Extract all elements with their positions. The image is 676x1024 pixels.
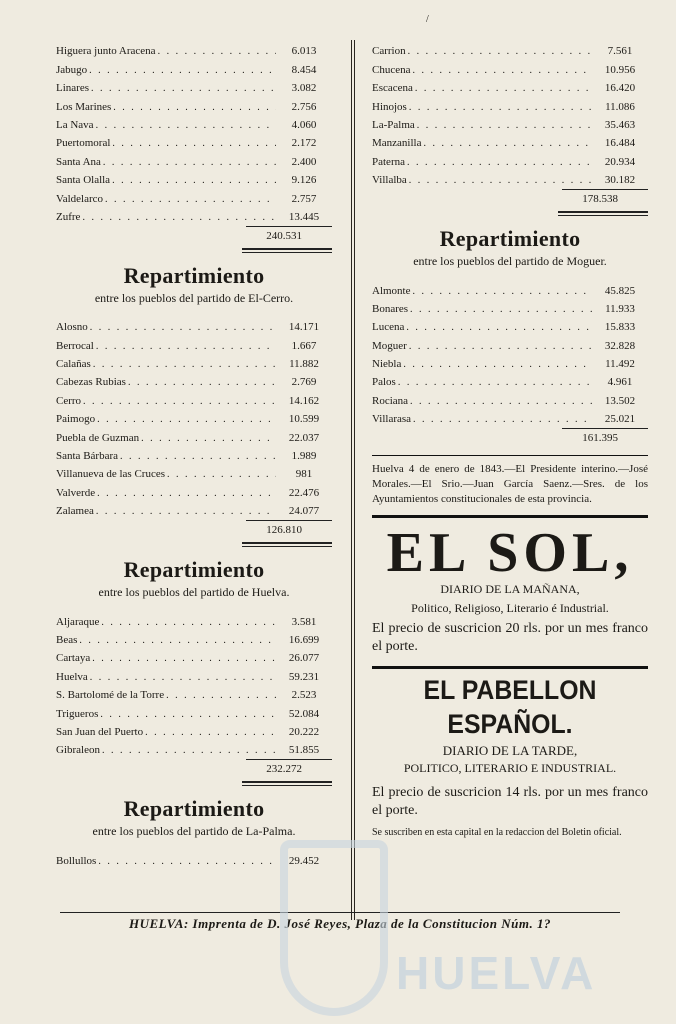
list-row [372,408,648,426]
town-name: Linares [56,82,89,95]
huelva-list [56,610,332,757]
double-rule [242,542,332,547]
list-row [372,316,648,334]
town-value: 14.162 [288,394,320,407]
column-divider [351,40,352,920]
section-heading-cerro: Repartimiento [123,262,265,288]
town-name: Bollullos [56,854,97,867]
town-value: 4.961 [607,376,633,389]
town-value: 59.231 [288,670,320,683]
town-name: Almonte [372,284,411,297]
list-row [56,132,332,150]
town-value: 22.037 [288,431,320,444]
leader-dots [413,82,592,95]
imprint-footer: HUELVA: Imprenta de D. José Reyes, Plaza de la Constitucion Núm. 1? [128,916,552,931]
list-row [56,684,332,702]
pabellon-title: EL PABELLON ESPAÑOL. [423,675,597,740]
leader-dots [408,303,592,316]
list-row [56,169,332,187]
town-name: Alosno [56,321,88,334]
town-name: Puertomoral [56,137,111,150]
leader-dots [95,487,276,500]
el-sol-price: El precio de suscricion 20 rls. por un mes franco el porte. [372,621,648,655]
leader-dots [118,450,276,463]
town-name: Santa Olalla [56,174,111,187]
list-row [372,95,648,113]
section-heading-lapalma: Repartimiento [123,796,265,822]
lapalma-list-continued [372,40,648,187]
leader-dots [411,413,592,426]
list-row [56,610,332,628]
section-subheading-moguer: entre los pueblos del partido de Moguer. [413,254,607,269]
leader-dots [98,708,276,721]
list-row [56,334,332,352]
town-value: 35.463 [604,118,636,131]
town-value: 22.476 [288,486,320,499]
leader-dots [95,413,276,426]
town-name: Jabugo [56,63,88,76]
town-name: Zalamea [56,505,94,518]
town-value: 1.989 [291,450,317,463]
town-name: Los Marines [56,100,112,113]
town-name: Cartaya [56,652,91,665]
column-divider-2 [354,40,355,920]
leader-dots [111,101,276,114]
town-name: Trigueros [56,707,99,720]
town-value: 4.060 [291,118,317,131]
town-name: San Juan del Puerto [56,725,144,738]
town-name: Puebla de Guzman [56,431,140,444]
leader-dots [404,321,592,334]
list-row [56,445,332,463]
leader-dots [406,45,592,58]
leader-dots [407,174,592,187]
town-name: Valverde [56,486,96,499]
leader-dots [94,340,276,353]
el-sol-tagline: Politico, Religioso, Literario é Industrial. [411,601,609,616]
leader-dots [139,432,276,445]
town-name: Cerro [56,394,82,407]
town-name: Gibraleon [56,744,100,757]
town-name: Santa Bárbara [56,450,118,463]
list-row [56,58,332,76]
leader-dots [407,340,592,353]
town-value: 20.934 [604,155,636,168]
section-subheading-cerro: entre los pueblos del partido de El-Cerro. [94,290,294,305]
list-row [372,334,648,352]
list-row [372,58,648,76]
left-column [56,40,332,868]
town-name: Cabezas Rubias [56,376,126,389]
list-row [56,389,332,407]
town-value: 2.756 [291,100,317,113]
leader-dots [89,82,276,95]
list-row [56,408,332,426]
town-value: 32.828 [604,339,636,352]
aracena-total: 240.531 [266,229,302,242]
huelva-total: 232.272 [266,763,302,776]
pabellon-tagline: POLITICO, LITERARIO E INDUSTRIAL. [403,761,617,776]
leader-dots [396,376,592,389]
moguer-list [372,279,648,426]
leader-dots [411,285,593,298]
town-value: 13.445 [288,210,320,223]
cerro-list [56,316,332,518]
town-name: Santa Ana [56,155,101,168]
leader-dots [407,101,592,114]
town-name: Hinojos [372,100,407,113]
town-name: Niebla [372,358,402,371]
list-row [372,132,648,150]
rule [372,455,648,456]
lapalma-total: 178.538 [582,193,618,206]
list-row [56,150,332,168]
town-value: 52.084 [288,707,320,720]
list-row [372,169,648,187]
town-value: 16.484 [604,137,636,150]
leader-dots [88,671,276,684]
town-name: Moguer [372,339,407,352]
town-name: Higuera junto Aracena [56,45,156,58]
town-name: Palos [372,376,396,389]
leader-dots [110,137,276,150]
list-row [56,426,332,444]
thick-rule [372,515,648,518]
leader-dots [81,395,276,408]
el-sol-subtitle: DIARIO DE LA MAÑANA, [440,582,580,597]
town-name: Villalba [372,174,407,187]
town-value: 9.126 [291,174,317,187]
town-value: 45.825 [604,284,636,297]
town-value: 24.077 [288,505,320,518]
leader-dots [126,376,276,389]
leader-dots [164,689,276,702]
list-row [56,95,332,113]
town-value: 2.757 [291,192,317,205]
leader-dots [408,395,592,408]
town-value: 7.561 [607,45,633,58]
section-subheading-huelva: entre los pueblos del partido de Huelva. [98,585,290,600]
list-row [56,316,332,334]
town-name: Manzanilla [372,137,422,150]
leader-dots [94,505,276,518]
town-name: Villanueva de las Cruces [56,468,165,481]
town-value: 3.082 [291,82,317,95]
leader-dots [100,744,276,757]
town-value: 10.599 [288,413,320,426]
double-rule [242,781,332,786]
leader-dots [80,211,276,224]
section-heading-huelva: Repartimiento [123,557,265,583]
list-row [56,206,332,224]
aracena-list [56,40,332,224]
leader-dots [101,156,276,169]
leader-dots [165,468,276,481]
list-row [56,77,332,95]
list-row [56,702,332,720]
town-value: 2.523 [291,689,317,702]
leader-dots [99,616,276,629]
leader-dots [94,119,276,132]
town-value: 3.581 [291,615,317,628]
top-mark: / [426,14,429,25]
leader-dots [88,321,276,334]
list-row [56,371,332,389]
list-row [56,721,332,739]
town-name: Chucena [372,63,411,76]
list-row [372,150,648,168]
leader-dots [401,358,592,371]
town-value: 20.222 [288,725,320,738]
town-name: Beas [56,633,78,646]
cerro-total: 126.810 [266,524,302,537]
leader-dots [91,358,276,371]
leader-dots [87,64,276,77]
leader-dots [103,193,276,206]
town-name: Zufre [56,210,81,223]
town-name: Huelva [56,670,88,683]
town-value: 25.021 [604,413,636,426]
leader-dots [421,137,592,150]
town-name: Paimogo [56,413,96,426]
town-value: 981 [295,468,313,481]
list-row [56,114,332,132]
town-value: 16.420 [604,82,636,95]
section-subheading-lapalma: entre los pueblos del partido de La-Palma. [92,824,296,839]
town-value: 14.171 [288,321,320,334]
list-row [372,114,648,132]
town-value: 6.013 [291,45,317,58]
leader-dots [96,855,276,868]
list-row [56,463,332,481]
town-value: 2.769 [291,376,317,389]
town-name: Rociana [372,394,409,407]
town-name: Berrocal [56,339,94,352]
thick-rule [372,666,648,669]
town-name: Aljaraque [56,615,100,628]
el-sol-title: EL SOL, [386,522,634,585]
town-name: Paterna [372,155,405,168]
list-row [56,739,332,757]
double-rule [558,211,648,216]
town-name: La Nava [56,118,94,131]
section-heading-moguer: Repartimiento [439,226,581,252]
list-row [372,279,648,297]
town-value: 2.172 [291,137,317,150]
pabellon-note: Se suscriben en esta capital en la redaccion del Boletin oficial. [372,827,622,839]
list-row [56,647,332,665]
town-value: 10.956 [604,63,636,76]
town-name: Calañas [56,358,91,371]
town-name: S. Bartolomé de la Torre [56,689,165,702]
town-value: 11.882 [289,358,319,371]
town-value: 13.502 [604,394,636,407]
list-row [56,187,332,205]
list-row [56,665,332,683]
leader-dots [143,726,276,739]
town-value: 11.086 [605,100,635,113]
pabellon-subtitle: DIARIO DE LA TARDE, [442,743,578,759]
list-row [372,389,648,407]
list-row [56,500,332,518]
town-value: 29.452 [288,854,320,867]
double-rule [242,248,332,253]
town-name: Valdelarco [56,192,104,205]
leader-dots [415,119,592,132]
right-column [372,40,648,839]
town-name: Lucena [372,321,405,334]
town-name: Villarasa [372,413,412,426]
town-value: 11.492 [605,358,635,371]
town-name: Bonares [372,302,409,315]
list-row [372,353,648,371]
leader-dots [90,652,276,665]
list-row [372,298,648,316]
list-row [372,77,648,95]
list-row [372,40,648,58]
town-value: 11.933 [605,302,635,315]
coat-of-arms-watermark [280,840,388,1016]
town-name: Carrion [372,45,406,58]
signature-paragraph: Huelva 4 de enero de 1843.—El Presidente interino.—José Morales.—El Srio.—Juan García Saenz.—Sres. de los Ayuntamientos constitucionales de esta provincia. [372,463,648,506]
town-value: 1.667 [291,339,317,352]
list-row [56,353,332,371]
town-value: 16.699 [288,633,320,646]
town-name: Escacena [372,82,413,95]
town-value: 15.833 [604,321,636,334]
town-value: 2.400 [291,155,317,168]
huelva-watermark: HUELVA [396,947,597,999]
leader-dots [110,174,276,187]
leader-dots [156,45,276,58]
leader-dots [405,156,592,169]
town-name: La-Palma [372,118,415,131]
moguer-total: 161.395 [582,432,618,445]
town-value: 30.182 [604,174,636,187]
town-value: 51.855 [288,744,320,757]
list-row [56,481,332,499]
list-row [56,629,332,647]
leader-dots [410,64,592,77]
list-row [372,371,648,389]
leader-dots [77,634,276,647]
town-value: 26.077 [288,652,320,665]
list-row [56,40,332,58]
town-value: 8.454 [291,63,317,76]
pabellon-price: El precio de suscricion 14 rls. por un mes franco el porte. [372,785,648,819]
